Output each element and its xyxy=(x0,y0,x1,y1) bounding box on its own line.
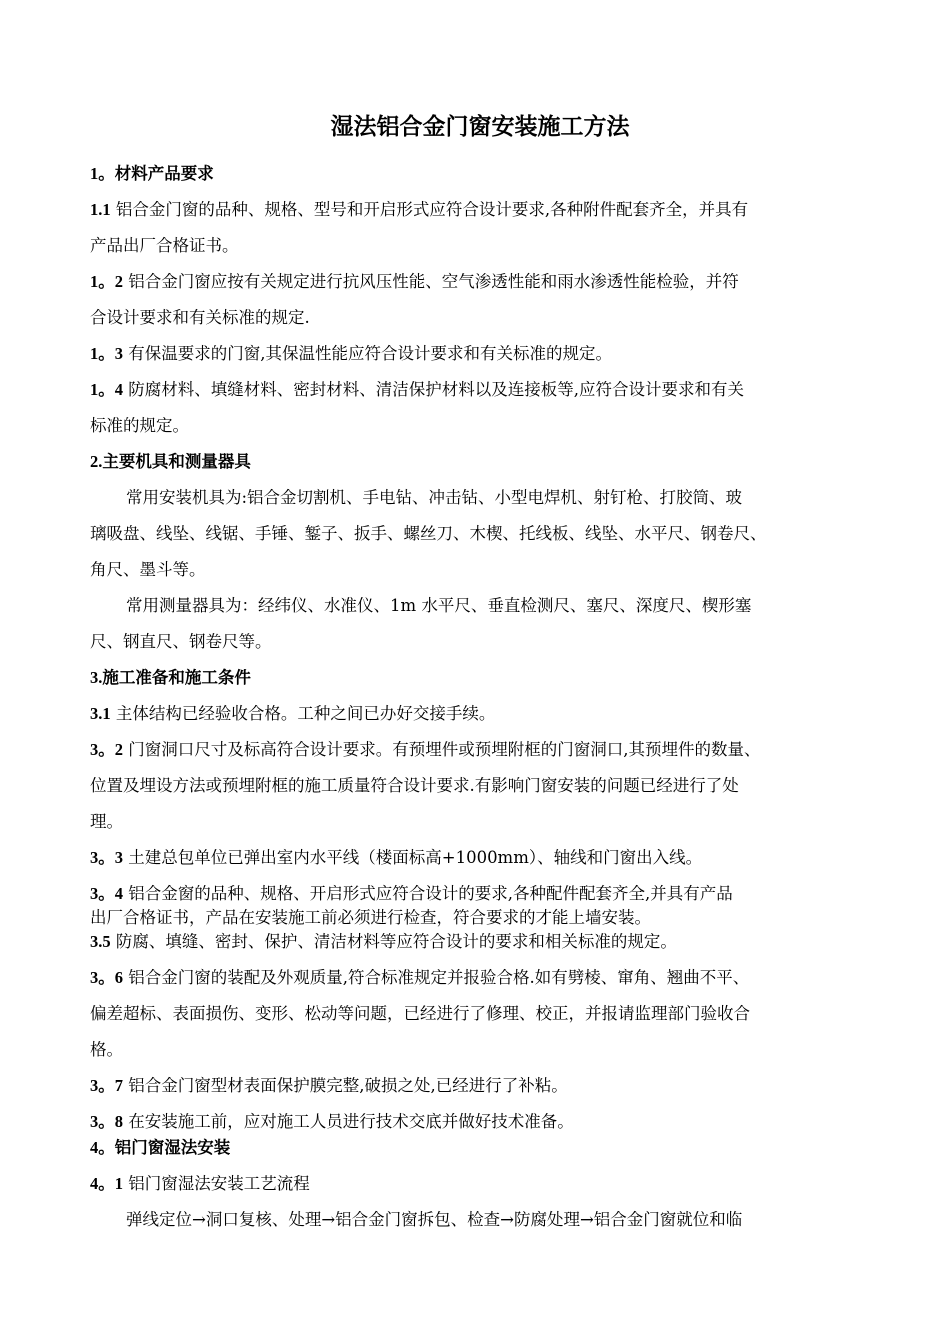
paragraph-text: 铝合金窗的品种、规格、开启形式应符合设计的要求,各种配件配套齐全,并具有产品 xyxy=(123,884,733,903)
paragraph-text: 璃吸盘、线坠、线锯、手锤、錾子、扳手、螺丝刀、木楔、托线板、线坠、水平尺、钢卷尺、 xyxy=(90,524,767,543)
paragraph-text: 弹线定位→洞口复核、处理→铝合金门窗拆包、检查→防腐处理→铝合金门窗就位和临 xyxy=(126,1210,743,1229)
paragraph-text: 铝合金门窗的装配及外观质量,符合标准规定并报验合格.如有劈棱、窜角、翘曲不平、 xyxy=(123,968,750,987)
paragraph-text: 防腐、填缝、密封、保护、清洁材料等应符合设计的要求和相关标准的规定。 xyxy=(110,932,677,951)
paragraph-text: 铝门窗湿法安装工艺流程 xyxy=(123,1174,310,1193)
paragraph-line xyxy=(90,810,123,834)
paragraph-line xyxy=(90,198,748,222)
section-heading-4 xyxy=(90,1136,230,1160)
paragraph-line xyxy=(90,522,767,546)
item-number: 1.1 xyxy=(90,200,111,219)
section-heading-1 xyxy=(90,162,214,186)
item-number: 3.5 xyxy=(90,932,111,951)
document-title: 湿法铝合金门窗安装施工方法 xyxy=(330,113,630,140)
item-number: 3。2 xyxy=(90,740,123,759)
paragraph-line xyxy=(90,270,739,294)
paragraph-line xyxy=(90,738,761,762)
paragraph-text: 铝合金门窗型材表面保护膜完整,破损之处,已经进行了补粘。 xyxy=(123,1076,568,1095)
paragraph-line xyxy=(90,1038,123,1062)
paragraph-line xyxy=(90,342,612,366)
paragraph-line xyxy=(90,630,272,654)
paragraph-text: 土建总包单位已弹出室内水平线（楼面标高+1000mm）、轴线和门窗出入线。 xyxy=(123,848,703,867)
section-heading-3 xyxy=(90,666,251,690)
paragraph-text: 偏差超标、表面损伤、变形、松动等问题，已经进行了修理、校正，并报请监理部门验收合 xyxy=(90,1004,750,1023)
item-number: 3。8 xyxy=(90,1112,123,1131)
paragraph-text: 防腐材料、填缝材料、密封材料、清洁保护材料以及连接板等,应符合设计要求和有关 xyxy=(123,380,744,399)
paragraph-text: 角尺、墨斗等。 xyxy=(90,560,206,579)
paragraph-text: 格。 xyxy=(90,1040,123,1059)
item-number: 3.1 xyxy=(90,704,111,723)
paragraph-text: 主体结构已经验收合格。工种之间已办好交接手续。 xyxy=(110,704,496,723)
paragraph-line xyxy=(90,930,677,954)
paragraph-text: 常用安装机具为:铝合金切割机、手电钻、冲击钻、小型电焊机、射钉枪、打胶筒、玻 xyxy=(126,488,743,507)
paragraph-text: 理。 xyxy=(90,812,123,831)
paragraph-line xyxy=(90,594,751,618)
section-number: 2.主要机具和测量器具 xyxy=(90,452,251,471)
item-number: 3。7 xyxy=(90,1076,123,1095)
paragraph-line xyxy=(90,378,744,402)
paragraph-text: 有保温要求的门窗,其保温性能应符合设计要求和有关标准的规定。 xyxy=(123,344,612,363)
paragraph-line xyxy=(90,846,702,870)
paragraph-line xyxy=(90,306,310,330)
paragraph-text: 标准的规定。 xyxy=(90,416,189,435)
paragraph-text: 铝合金门窗应按有关规定进行抗风压性能、空气渗透性能和雨水渗透性能检验，并符 xyxy=(123,272,739,291)
item-number: 1。3 xyxy=(90,344,123,363)
item-number: 3。6 xyxy=(90,968,123,987)
item-number: 3。3 xyxy=(90,848,123,867)
paragraph-line xyxy=(90,702,495,726)
section-number: 3.施工准备和施工条件 xyxy=(90,668,251,687)
paragraph-line xyxy=(90,1110,574,1134)
paragraph-line xyxy=(90,486,742,510)
item-number: 1。4 xyxy=(90,380,123,399)
paragraph-text: 常用测量器具为：经纬仪、水准仪、1m 水平尺、垂直检测尺、塞尺、深度尺、楔形塞 xyxy=(126,596,752,615)
paragraph-line xyxy=(90,1002,750,1026)
paragraph-line xyxy=(90,1172,310,1196)
paragraph-line xyxy=(90,774,739,798)
paragraph-text: 门窗洞口尺寸及标高符合设计要求。有预埋件或预埋附框的门窗洞口,其预埋件的数量、 xyxy=(123,740,761,759)
paragraph-line xyxy=(90,1208,742,1232)
section-number: 1。材料产品要求 xyxy=(90,164,214,183)
item-number: 1。2 xyxy=(90,272,123,291)
paragraph-line xyxy=(90,414,189,438)
paragraph-text: 合设计要求和有关标准的规定. xyxy=(90,308,310,327)
paragraph-line xyxy=(90,558,206,582)
paragraph-line xyxy=(90,882,733,906)
paragraph-line xyxy=(90,966,749,990)
paragraph-text: 产品出厂合格证书。 xyxy=(90,236,239,255)
paragraph-line xyxy=(90,906,651,930)
paragraph-text: 尺、钢直尺、钢卷尺等。 xyxy=(90,632,272,651)
paragraph-line xyxy=(90,1074,568,1098)
paragraph-text: 在安装施工前，应对施工人员进行技术交底并做好技术准备。 xyxy=(123,1112,574,1131)
paragraph-text: 位置及埋设方法或预埋附框的施工质量符合设计要求.有影响门窗安装的问题已经进行了处 xyxy=(90,776,739,795)
item-number: 4。1 xyxy=(90,1174,123,1193)
section-heading-2 xyxy=(90,450,251,474)
paragraph-text: 出厂合格证书，产品在安装施工前必须进行检查，符合要求的才能上墙安装。 xyxy=(90,908,651,927)
paragraph-text: 铝合金门窗的品种、规格、型号和开启形式应符合设计要求,各种附件配套齐全，并具有 xyxy=(110,200,749,219)
item-number: 3。4 xyxy=(90,884,123,903)
section-number: 4。铝门窗湿法安装 xyxy=(90,1138,231,1157)
paragraph-line xyxy=(90,234,239,258)
